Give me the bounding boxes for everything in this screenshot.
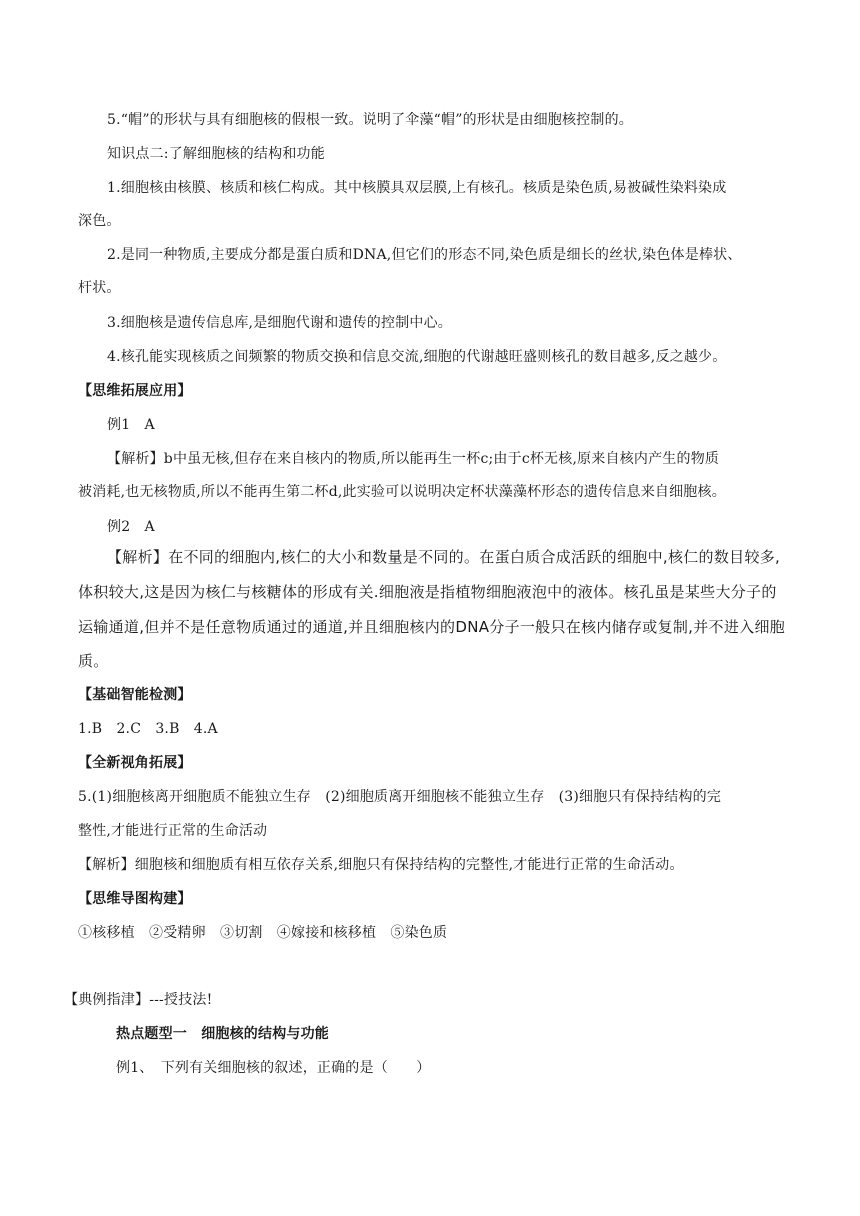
new-perspective-analysis: 【解析】细胞核和细胞质有相互依存关系,细胞只有保持结构的完整性,才能进行正常的生命活动。 (78, 857, 684, 873)
paragraph-2-1-line-2: 深色。 (78, 213, 121, 229)
paragraph-1: 5.“帽”的形状与具有细胞核的假根一致。说明了伞藻“帽”的形状是由细胞核控制的。 (107, 112, 633, 128)
example-2-analysis-line-1: 【解析】在不同的细胞内,核仁的大小和数量是不同的。在蛋白质合成活跃的细胞中,核仁的数目较多, (107, 548, 781, 566)
mind-map-answers: ①核移植 ②受精卵 ③切割 ④嫁接和核移植 ⑤染色质 (78, 925, 448, 941)
heading-thinking-extension: 【思维拓展应用】 (78, 383, 192, 399)
heading-typical-examples: 【典例指津】---授技法! (64, 992, 213, 1008)
paragraph-2-4: 4.核孔能实现核质之间频繁的物质交换和信息交流,细胞的代谢越旺盛则核孔的数目越多,反之越少。 (107, 349, 727, 365)
example-2-analysis-line-4: 质。 (78, 652, 109, 670)
paragraph-2-2-line-1: 2.是同一种物质,主要成分都是蛋白质和DNA,但它们的形态不同,染色质是细长的丝状,染色体是棒状、 (107, 247, 742, 263)
example-1-analysis-line-2: 被消耗,也无核物质,所以不能再生第二杯d,此实验可以说明决定杯状藻藻杯形态的遗传信息来自细胞核。 (78, 484, 726, 500)
paragraph-2-2-line-2: 杆状。 (78, 280, 121, 296)
heading-mind-map: 【思维导图构建】 (78, 891, 192, 907)
new-perspective-answer-line-1: 5.(1)细胞核离开细胞质不能独立生存 (2)细胞质离开细胞核不能独立生存 (3)细胞只有保持结构的完 (78, 789, 722, 805)
example-2-answer: 例2 A (107, 519, 155, 535)
new-perspective-answer-line-2: 整性,才能进行正常的生命活动 (78, 823, 268, 839)
basic-test-answers: 1.B 2.C 3.B 4.A (78, 721, 218, 737)
heading-new-perspective: 【全新视角拓展】 (78, 755, 192, 771)
example-1-analysis-line-1: 【解析】b中虽无核,但存在来自核内的物质,所以能再生一杯c;由于c杯无核,原来自核内产生的物质 (107, 451, 720, 467)
example-2-analysis-line-2: 体积较大,这是因为核仁与核糖体的形成有关.细胞液是指植物细胞液泡中的液体。核孔虽是某些大分子的 (78, 583, 777, 601)
paragraph-2-1-line-1: 1.细胞核由核膜、核质和核仁构成。其中核膜具双层膜,上有核孔。核质是染色质,易被碱性染料染成 (107, 180, 727, 196)
hot-topic-1-title: 热点题型一 细胞核的结构与功能 (116, 1026, 329, 1042)
heading-basic-test: 【基础智能检测】 (78, 687, 192, 703)
paragraph-2-3: 3.细胞核是遗传信息库,是细胞代谢和遗传的控制中心。 (107, 315, 453, 331)
example-1-answer: 例1 A (107, 417, 155, 433)
question-1: 例1、 下列有关细胞核的叙述，正确的是（ ） (116, 1060, 431, 1076)
example-2-analysis-line-3: 运输通道,但并不是任意物质通过的通道,并且细胞核内的DNA分子一般只在核内储存或复制,并不进入细胞 (78, 618, 786, 636)
knowledge-point-2-title: 知识点二:了解细胞核的结构和功能 (107, 146, 325, 162)
